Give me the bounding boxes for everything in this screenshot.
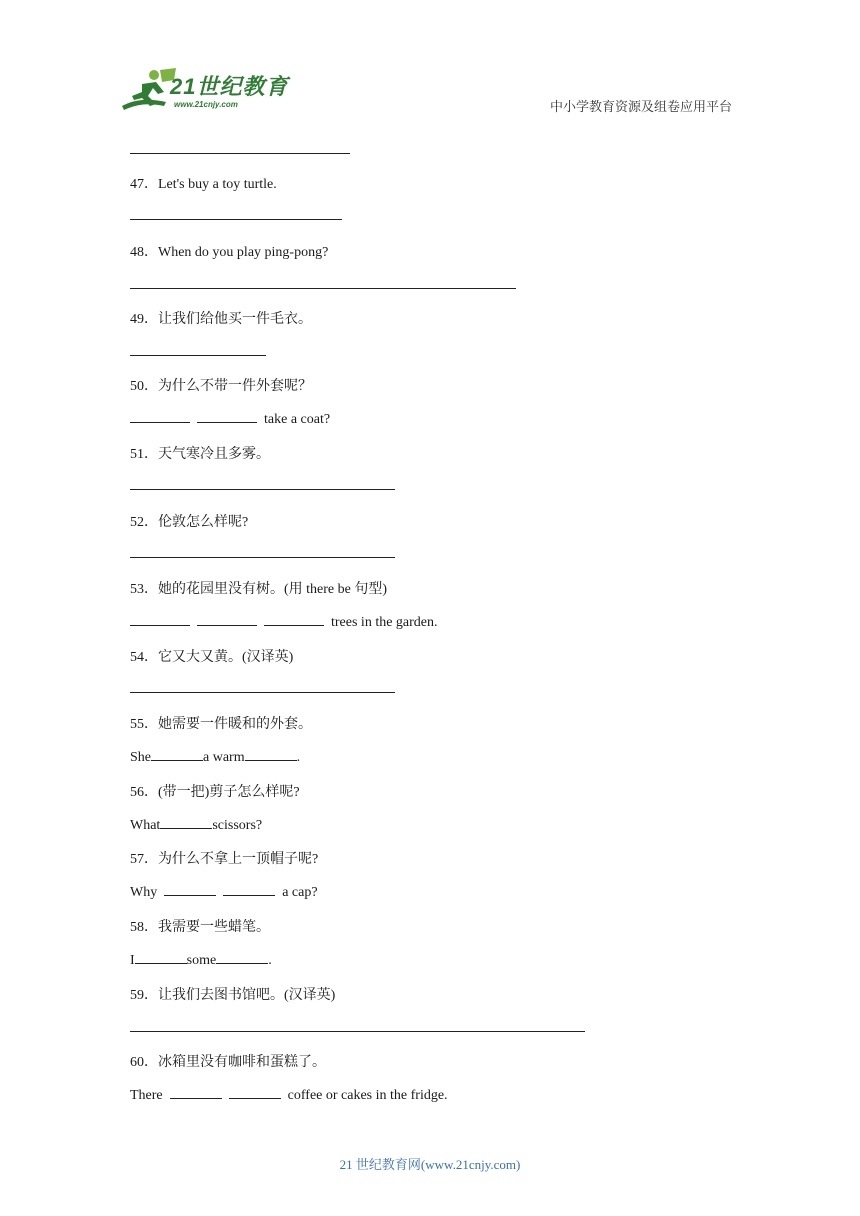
blank[interactable] bbox=[197, 613, 257, 626]
question-number: 59． bbox=[130, 988, 158, 1003]
blank[interactable] bbox=[160, 816, 212, 829]
blank[interactable] bbox=[216, 951, 268, 964]
header-tagline: 中小学教育资源及组卷应用平台 bbox=[549, 99, 732, 114]
question-60 bbox=[130, 1051, 326, 1071]
question-52 bbox=[130, 511, 248, 531]
blank[interactable] bbox=[264, 613, 324, 626]
site-logo bbox=[120, 66, 295, 118]
question-number: 60． bbox=[130, 1055, 158, 1070]
question-55 bbox=[130, 713, 312, 733]
question-text: 她需要一件暖和的外套。 bbox=[158, 717, 312, 732]
answer-text: Why bbox=[130, 885, 158, 900]
question-number: 58． bbox=[130, 920, 158, 935]
answer-text: take a coat? bbox=[264, 412, 331, 427]
answer-text: coffee or cakes in the fridge. bbox=[287, 1088, 448, 1103]
question-59 bbox=[130, 984, 335, 1004]
question-48 bbox=[130, 241, 328, 261]
answer-text: scissors? bbox=[212, 818, 263, 833]
answer-text: a warm bbox=[203, 750, 245, 765]
question-number: 47． bbox=[130, 177, 158, 192]
answer-line[interactable] bbox=[130, 692, 395, 693]
question-text: 为什么不拿上一顶帽子呢? bbox=[158, 852, 319, 867]
answer-row-60 bbox=[130, 1086, 448, 1104]
question-number: 57． bbox=[130, 852, 158, 867]
question-57 bbox=[130, 848, 318, 868]
question-number: 48． bbox=[130, 245, 158, 260]
answer-row-56 bbox=[130, 816, 262, 834]
question-51 bbox=[130, 443, 270, 463]
question-text: 伦敦怎么样呢? bbox=[158, 515, 249, 530]
question-number: 55． bbox=[130, 717, 158, 732]
logo-url: www.21cnjy.com bbox=[174, 100, 238, 109]
answer-row-55 bbox=[130, 748, 300, 766]
answer-text: What bbox=[130, 818, 161, 833]
question-53 bbox=[130, 578, 387, 598]
question-text: 让我们去图书馆吧。(汉译英) bbox=[158, 988, 336, 1003]
answer-line[interactable] bbox=[130, 1031, 585, 1032]
answer-line[interactable] bbox=[130, 355, 266, 356]
answer-row-58 bbox=[130, 951, 272, 969]
answer-line[interactable] bbox=[130, 219, 342, 220]
answer-line[interactable] bbox=[130, 489, 395, 490]
question-number: 56． bbox=[130, 785, 158, 800]
question-text: 让我们给他买一件毛衣。 bbox=[158, 312, 312, 327]
answer-text: . bbox=[296, 750, 301, 765]
question-text: Let's buy a toy turtle. bbox=[158, 177, 277, 192]
blank[interactable] bbox=[223, 883, 275, 896]
answer-row-53 bbox=[130, 613, 438, 631]
blank[interactable] bbox=[170, 1086, 222, 1099]
answer-line[interactable] bbox=[130, 288, 516, 289]
question-number: 49． bbox=[130, 312, 158, 327]
question-text: 冰箱里没有咖啡和蛋糕了。 bbox=[158, 1055, 326, 1070]
answer-text: I bbox=[130, 953, 135, 968]
answer-row-50 bbox=[130, 410, 330, 428]
page-footer: 21 世纪教育网(www.21cnjy.com) bbox=[339, 1157, 521, 1172]
question-text: 天气寒冷且多雾。 bbox=[158, 447, 270, 462]
blank[interactable] bbox=[245, 748, 297, 761]
question-47 bbox=[130, 173, 277, 193]
blank[interactable] bbox=[197, 410, 257, 423]
page-header bbox=[0, 0, 860, 130]
blank[interactable] bbox=[151, 748, 203, 761]
answer-text: a cap? bbox=[282, 885, 318, 900]
question-number: 51． bbox=[130, 447, 158, 462]
question-number: 50． bbox=[130, 379, 158, 394]
question-49 bbox=[130, 308, 312, 328]
answer-row-57 bbox=[130, 883, 318, 901]
question-number: 52． bbox=[130, 515, 158, 530]
question-number: 54． bbox=[130, 650, 158, 665]
answer-text: . bbox=[268, 953, 272, 968]
question-text: When do you play ping-pong? bbox=[158, 245, 329, 260]
blank[interactable] bbox=[135, 951, 187, 964]
question-text: 我需要一些蜡笔。 bbox=[158, 920, 270, 935]
answer-line[interactable] bbox=[130, 153, 350, 154]
answer-text: She bbox=[130, 750, 151, 765]
question-text: 她的花园里没有树。(用 there be 句型) bbox=[158, 582, 388, 597]
question-text: 为什么不带一件外套呢？ bbox=[158, 379, 312, 394]
answer-line[interactable] bbox=[130, 557, 395, 558]
answer-text: trees in the garden. bbox=[331, 615, 438, 630]
blank[interactable] bbox=[130, 613, 190, 626]
question-number: 53． bbox=[130, 582, 158, 597]
logo-wordmark: 21世纪教育 bbox=[170, 74, 289, 99]
blank[interactable] bbox=[130, 410, 190, 423]
blank[interactable] bbox=[229, 1086, 281, 1099]
blank[interactable] bbox=[164, 883, 216, 896]
question-58 bbox=[130, 916, 270, 936]
answer-text: some bbox=[186, 953, 217, 968]
question-56 bbox=[130, 781, 300, 801]
question-text: 它又大又黄。(汉译英) bbox=[158, 650, 294, 665]
question-54 bbox=[130, 646, 293, 666]
question-50 bbox=[130, 375, 312, 395]
answer-text: There bbox=[130, 1088, 163, 1103]
question-text: (带一把)剪子怎么样呢? bbox=[158, 785, 300, 800]
